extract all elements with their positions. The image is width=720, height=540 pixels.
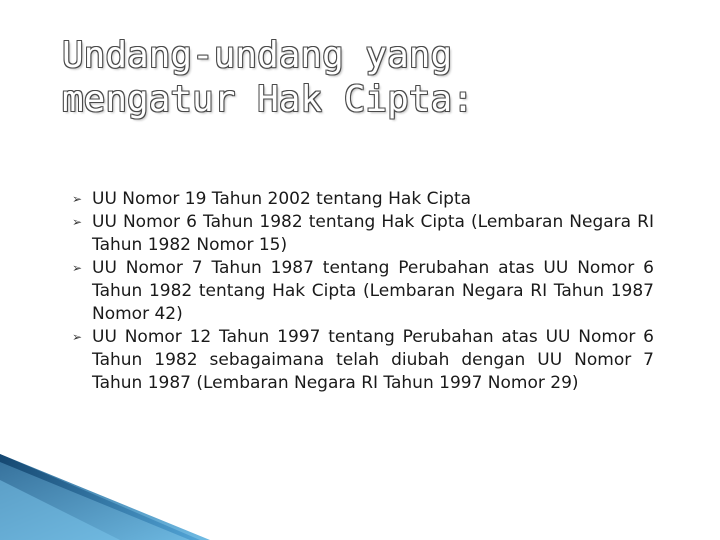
bullet-item	[72, 211, 654, 257]
arrowhead-bullet-icon: ➢	[72, 330, 83, 344]
arrowhead-bullet-icon: ➢	[72, 192, 83, 206]
slide-title-line-1: Undang-undang yang	[62, 35, 453, 76]
arrowhead-bullet-icon: ➢	[72, 261, 83, 275]
bullet-text: UU Nomor 6 Tahun 1982 tentang Hak Cipta (Lembaran Negara RI Tahun 1982 Nomor 15)	[92, 212, 654, 255]
bullet-text: UU Nomor 12 Tahun 1997 tentang Perubahan atas UU Nomor 6 Tahun 1982 sebagaimana telah diubah dengan UU Nomor 7 Tahun 1987 (Lembaran Negara RI Tahun 1997 Nomor 29)	[92, 327, 654, 393]
slide-title	[62, 34, 682, 122]
bullet-item	[72, 257, 654, 326]
slide-title-line-2: mengatur Hak Cipta:	[62, 79, 474, 120]
bullet-item	[72, 188, 654, 211]
bullet-item	[72, 326, 654, 395]
bullet-list	[72, 188, 654, 395]
decorative-corner-swoosh	[0, 440, 720, 540]
bullet-text: UU Nomor 19 Tahun 2002 tentang Hak Cipta	[92, 189, 472, 209]
arrowhead-bullet-icon: ➢	[72, 215, 83, 229]
bullet-text: UU Nomor 7 Tahun 1987 tentang Perubahan atas UU Nomor 6 Tahun 1982 tentang Hak Cipta (Lembaran Negara RI Tahun 1987 Nomor 42)	[92, 258, 654, 324]
